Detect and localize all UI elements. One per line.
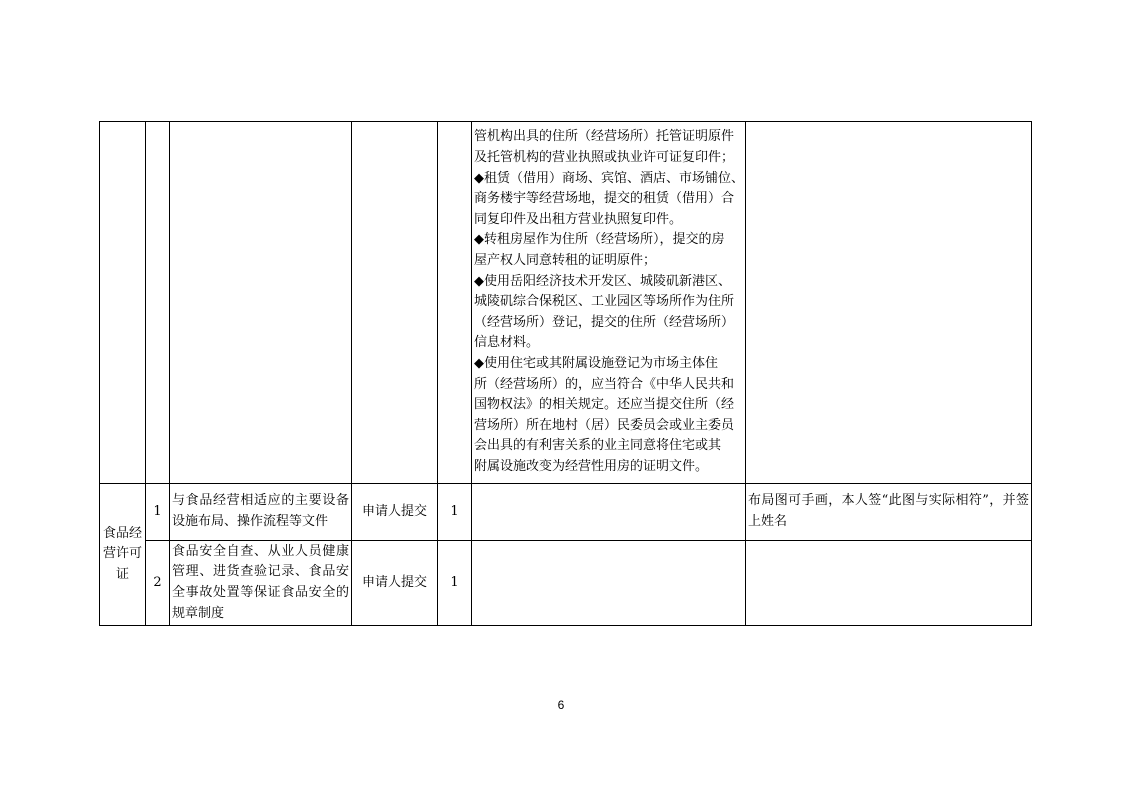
requirement-line: 管机构出具的住所（经营场所）托管证明原件	[474, 129, 735, 145]
requirement-line: 营场所）所在地村（居）民委员会或业主委员	[474, 417, 735, 433]
requirement-cell	[472, 122, 746, 484]
requirement-line: ◆使用住宅或其附属设施登记为市场主体住	[474, 355, 718, 371]
requirement-line: 商务楼宇等经营场地，提交的租赁（借用）合	[474, 191, 735, 207]
requirement-line: ◆租赁（借用）商场、宾馆、酒店、市场铺位、	[474, 170, 744, 186]
copy-count: 1	[438, 541, 472, 626]
material-cell-empty	[170, 122, 352, 484]
row-number: 2	[146, 541, 170, 626]
requirement-line: 屋产权人同意转租的证明原件；	[474, 253, 657, 269]
note-cell-empty	[746, 122, 1032, 484]
requirement-line: 所（经营场所）的，应当符合《中华人民共和	[474, 376, 735, 392]
table-row	[100, 541, 1032, 626]
requirement-line: 国物权法》的相关规定。还应当提交住所（经	[474, 397, 735, 413]
requirement-line: 同复印件及出租方营业执照复印件。	[474, 211, 683, 227]
material-name: 食品安全自查、从业人员健康管理、进货查验记录、食品安全事故处置等保证食品安全的规章制度	[170, 541, 352, 626]
note-cell: 布局图可手画，本人签“此图与实际相符”，并签上姓名	[746, 484, 1032, 541]
category-cell: 食品经营许可证	[100, 484, 146, 626]
requirement-line: ◆转租房屋作为住所（经营场所），提交的房	[474, 232, 725, 248]
row-number: 1	[146, 484, 170, 541]
material-source: 申请人提交	[352, 484, 438, 541]
count-cell-empty	[438, 122, 472, 484]
material-source: 申请人提交	[352, 541, 438, 626]
requirement-line: 会出具的有利害关系的业主同意将住宅或其	[474, 438, 722, 454]
requirement-line: 信息材料。	[474, 335, 540, 351]
materials-table	[99, 121, 1032, 626]
number-cell-empty	[146, 122, 170, 484]
requirement-line: 附属设施改变为经营性用房的证明文件。	[474, 458, 709, 474]
requirement-line: 城陵矶综合保税区、工业园区等场所作为住所	[474, 294, 735, 310]
table-row	[100, 484, 1032, 541]
note-cell	[746, 541, 1032, 626]
category-cell-empty	[100, 122, 146, 484]
requirement-cell	[472, 484, 746, 541]
material-name: 与食品经营相适应的主要设备设施布局、操作流程等文件	[170, 484, 352, 541]
page-number: 6	[557, 698, 565, 712]
requirement-cell	[472, 541, 746, 626]
requirement-line: （经营场所）登记，提交的住所（经营场所）	[474, 314, 735, 330]
requirement-line: 及托管机构的营业执照或执业许可证复印件；	[474, 150, 735, 166]
copy-count: 1	[438, 484, 472, 541]
requirement-line: ◆使用岳阳经济技术开发区、城陵矶新港区、	[474, 273, 731, 289]
source-cell-empty	[352, 122, 438, 484]
continued-row	[100, 122, 1032, 484]
